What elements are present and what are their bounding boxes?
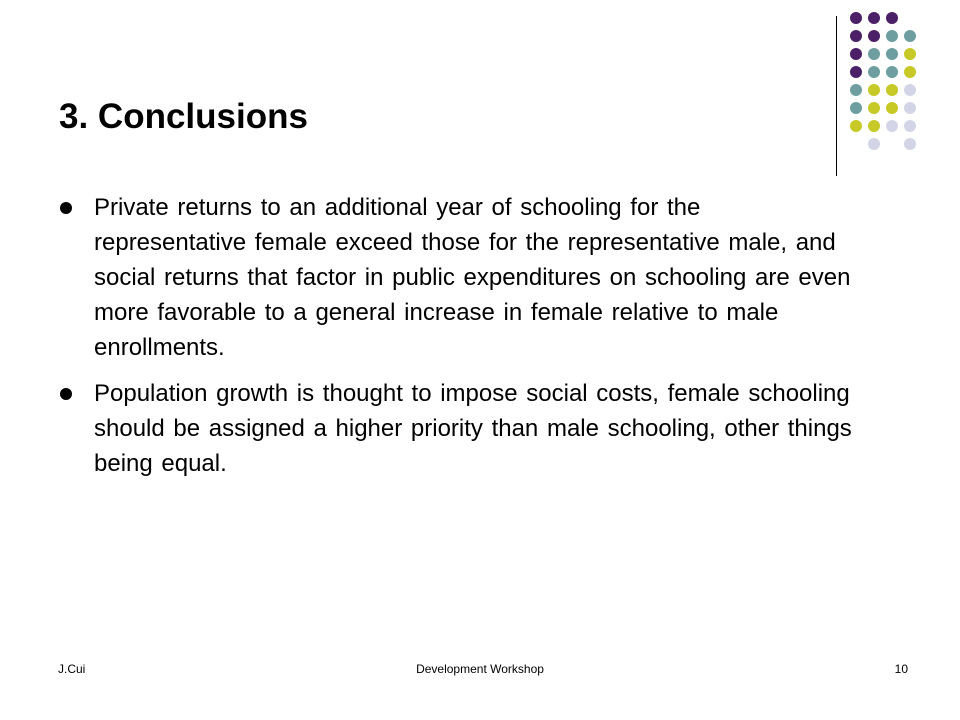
decorative-dot xyxy=(850,102,862,114)
bullet-list xyxy=(60,190,860,492)
decorative-dot xyxy=(904,102,916,114)
decorative-dot xyxy=(868,84,880,96)
decorative-dot xyxy=(904,30,916,42)
decorative-dot xyxy=(850,12,862,24)
decorative-dot xyxy=(886,84,898,96)
decorative-dot-grid xyxy=(850,12,950,162)
decorative-dot xyxy=(868,66,880,78)
decorative-dot xyxy=(868,138,880,150)
decorative-dot xyxy=(886,102,898,114)
decorative-dot xyxy=(868,30,880,42)
bullet-item xyxy=(60,190,860,365)
decorative-dot xyxy=(904,138,916,150)
decorative-divider-line xyxy=(836,16,837,176)
decorative-dot xyxy=(886,30,898,42)
decorative-dot xyxy=(868,102,880,114)
decorative-dot xyxy=(904,66,916,78)
decorative-dot xyxy=(850,48,862,60)
footer-author: J.Cui xyxy=(58,662,86,676)
decorative-dot xyxy=(868,120,880,132)
bullet-text: Population growth is thought to impose social costs, female schooling should be assigned a higher priority than male schooling, other things being equal. xyxy=(94,380,852,477)
decorative-dot xyxy=(850,84,862,96)
bullet-dot-icon xyxy=(60,388,72,400)
decorative-dot xyxy=(886,48,898,60)
decorative-dot xyxy=(904,48,916,60)
decorative-dot xyxy=(868,12,880,24)
bullet-text: Private returns to an additional year of schooling for the representative female exceed those for the representative male, and social returns that factor in public expenditures on schooling are even more favorable to a general increase in female relative to male enrollments. xyxy=(94,194,851,361)
decorative-dot xyxy=(886,66,898,78)
bullet-item xyxy=(60,376,860,481)
footer-page-number: 10 xyxy=(894,662,908,676)
decorative-dot xyxy=(868,48,880,60)
decorative-dot xyxy=(850,120,862,132)
decorative-dot xyxy=(850,30,862,42)
decorative-dot xyxy=(886,12,898,24)
slide-title: 3. Conclusions xyxy=(59,97,308,136)
decorative-dot xyxy=(886,120,898,132)
decorative-dot xyxy=(904,120,916,132)
bullet-dot-icon xyxy=(60,202,72,214)
footer-title: Development Workshop xyxy=(416,662,544,676)
decorative-dot xyxy=(850,66,862,78)
decorative-dot xyxy=(904,84,916,96)
